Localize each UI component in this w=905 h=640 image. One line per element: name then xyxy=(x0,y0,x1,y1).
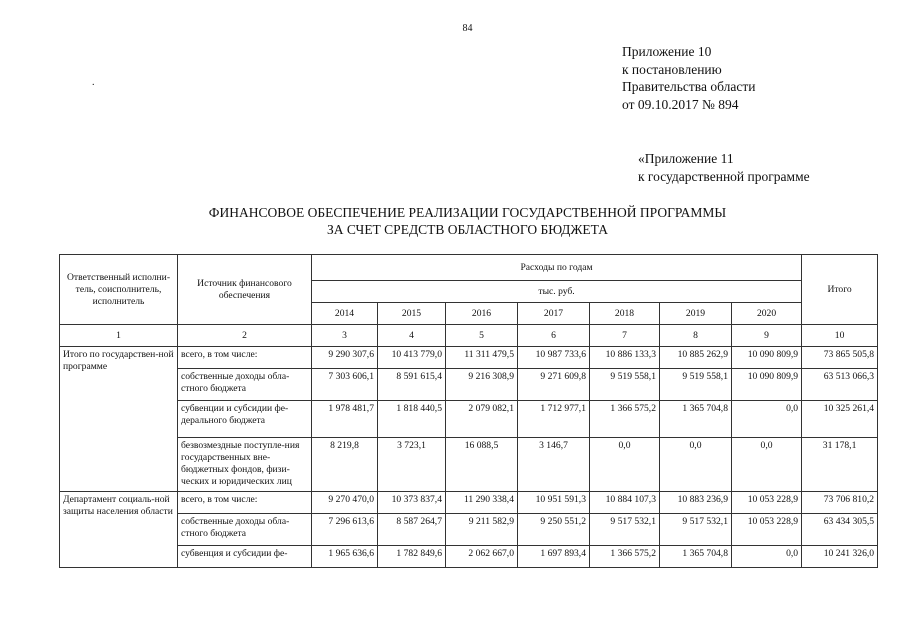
value-cell: 1 365 704,8 xyxy=(660,546,732,568)
value-cell: 11 311 479,5 xyxy=(446,347,518,369)
table-row xyxy=(60,369,878,401)
appendix-10-header xyxy=(622,43,755,113)
column-number: 6 xyxy=(518,325,590,347)
value-cell: 73 706 810,2 xyxy=(802,492,878,514)
year-header: 2019 xyxy=(660,303,732,325)
year-header: 2018 xyxy=(590,303,660,325)
source-cell: собственные доходы обла-стного бюджета xyxy=(178,369,312,401)
table-row xyxy=(60,401,878,438)
value-cell: 1 965 636,6 xyxy=(312,546,378,568)
appendix-11-header xyxy=(638,150,810,185)
financing-table xyxy=(59,254,878,568)
value-cell: 10 241 326,0 xyxy=(802,546,878,568)
value-cell: 10 885 262,9 xyxy=(660,347,732,369)
appendix-11-line: «Приложение 11 xyxy=(638,151,734,166)
header-total: Итого xyxy=(802,255,878,325)
header-unit: тыс. руб. xyxy=(312,281,802,303)
year-header: 2017 xyxy=(518,303,590,325)
value-cell: 11 290 338,4 xyxy=(446,492,518,514)
table-row xyxy=(60,347,878,369)
value-cell: 8 587 264,7 xyxy=(378,514,446,546)
appendix-10-line: к постановлению xyxy=(622,61,722,77)
year-header: 2015 xyxy=(378,303,446,325)
value-cell: 10 951 591,3 xyxy=(518,492,590,514)
value-cell: 1 366 575,2 xyxy=(590,546,660,568)
value-cell: 16 088,5 xyxy=(446,438,518,492)
value-cell: 2 062 667,0 xyxy=(446,546,518,568)
value-cell: 9 519 558,1 xyxy=(660,369,732,401)
table-row xyxy=(60,438,878,492)
value-cell: 7 296 613,6 xyxy=(312,514,378,546)
year-header: 2016 xyxy=(446,303,518,325)
appendix-11-line: к государственной программе xyxy=(638,168,810,184)
value-cell: 0,0 xyxy=(590,438,660,492)
value-cell: 9 271 609,8 xyxy=(518,369,590,401)
column-number: 8 xyxy=(660,325,732,347)
title-line: ЗА СЧЕТ СРЕДСТВ ОБЛАСТНОГО БЮДЖЕТА xyxy=(326,221,609,237)
value-cell: 3 723,1 xyxy=(378,438,446,492)
value-cell: 10 325 261,4 xyxy=(802,401,878,438)
value-cell: 0,0 xyxy=(732,401,802,438)
year-header: 2020 xyxy=(732,303,802,325)
appendix-10-line: Правительства области xyxy=(622,79,756,94)
value-cell: 10 373 837,4 xyxy=(378,492,446,514)
header-executor: Ответственный исполни-тель, соисполнитель, исполнитель xyxy=(60,255,178,325)
header-expenses: Расходы по годам xyxy=(312,255,802,281)
source-cell: субвенция и субсидии фе- xyxy=(178,546,312,568)
value-cell: 9 517 532,1 xyxy=(660,514,732,546)
value-cell: 10 886 133,3 xyxy=(590,347,660,369)
column-number: 5 xyxy=(446,325,518,347)
title-line: ФИНАНСОВОЕ ОБЕСПЕЧЕНИЕ РЕАЛИЗАЦИИ ГОСУДАРСТВЕННОЙ ПРОГРАММЫ xyxy=(208,205,727,220)
column-number: 9 xyxy=(732,325,802,347)
value-cell: 63 434 305,5 xyxy=(802,514,878,546)
executor-cell: Итого по государствен-ной программе xyxy=(60,347,178,492)
column-number: 2 xyxy=(178,325,312,347)
source-cell: всего, в том числе: xyxy=(178,347,312,369)
value-cell: 1 366 575,2 xyxy=(590,401,660,438)
value-cell: 1 697 893,4 xyxy=(518,546,590,568)
value-cell: 10 884 107,3 xyxy=(590,492,660,514)
value-cell: 0,0 xyxy=(660,438,732,492)
value-cell: 73 865 505,8 xyxy=(802,347,878,369)
appendix-10-line: от 09.10.2017 № 894 xyxy=(622,96,739,112)
column-number: 7 xyxy=(590,325,660,347)
value-cell: 2 079 082,1 xyxy=(446,401,518,438)
document-title xyxy=(0,205,905,238)
value-cell: 9 517 532,1 xyxy=(590,514,660,546)
value-cell: 8 219,8 xyxy=(312,438,378,492)
value-cell: 10 987 733,6 xyxy=(518,347,590,369)
column-number: 4 xyxy=(378,325,446,347)
table-row xyxy=(60,514,878,546)
column-number: 1 xyxy=(60,325,178,347)
value-cell: 9 290 307,6 xyxy=(312,347,378,369)
source-cell: собственные доходы обла-стного бюджета xyxy=(178,514,312,546)
source-cell: всего, в том числе: xyxy=(178,492,312,514)
value-cell: 1 365 704,8 xyxy=(660,401,732,438)
year-header: 2014 xyxy=(312,303,378,325)
table-row xyxy=(60,492,878,514)
value-cell: 8 591 615,4 xyxy=(378,369,446,401)
value-cell: 10 413 779,0 xyxy=(378,347,446,369)
value-cell: 9 250 551,2 xyxy=(518,514,590,546)
value-cell: 1 782 849,6 xyxy=(378,546,446,568)
value-cell: 1 818 440,5 xyxy=(378,401,446,438)
value-cell: 10 090 809,9 xyxy=(732,347,802,369)
value-cell: 1 978 481,7 xyxy=(312,401,378,438)
source-cell: безвозмездные поступле-ния государственных вне-бюджетных фондов, физи-ческих и юридических лиц xyxy=(178,438,312,492)
value-cell: 9 270 470,0 xyxy=(312,492,378,514)
executor-cell: Департамент социаль-ной защиты населения области xyxy=(60,492,178,568)
value-cell: 9 519 558,1 xyxy=(590,369,660,401)
value-cell: 31 178,1 xyxy=(802,438,878,492)
value-cell: 10 053 228,9 xyxy=(732,492,802,514)
value-cell: 9 211 582,9 xyxy=(446,514,518,546)
column-number: 10 xyxy=(802,325,878,347)
value-cell: 1 712 977,1 xyxy=(518,401,590,438)
value-cell: 7 303 606,1 xyxy=(312,369,378,401)
value-cell: 10 053 228,9 xyxy=(732,514,802,546)
appendix-10-line: Приложение 10 xyxy=(622,44,712,59)
value-cell: 63 513 066,3 xyxy=(802,369,878,401)
value-cell: 0,0 xyxy=(732,438,802,492)
value-cell: 9 216 308,9 xyxy=(446,369,518,401)
value-cell: 10 883 236,9 xyxy=(660,492,732,514)
value-cell: 3 146,7 xyxy=(518,438,590,492)
source-cell: субвенции и субсидии фе-дерального бюджета xyxy=(178,401,312,438)
value-cell: 0,0 xyxy=(732,546,802,568)
column-number: 3 xyxy=(312,325,378,347)
table-row xyxy=(60,546,878,568)
header-source: Источник финансового обеспечения xyxy=(178,255,312,325)
page-number: 84 xyxy=(462,23,473,34)
value-cell: 10 090 809,9 xyxy=(732,369,802,401)
stray-mark: . xyxy=(92,77,95,88)
